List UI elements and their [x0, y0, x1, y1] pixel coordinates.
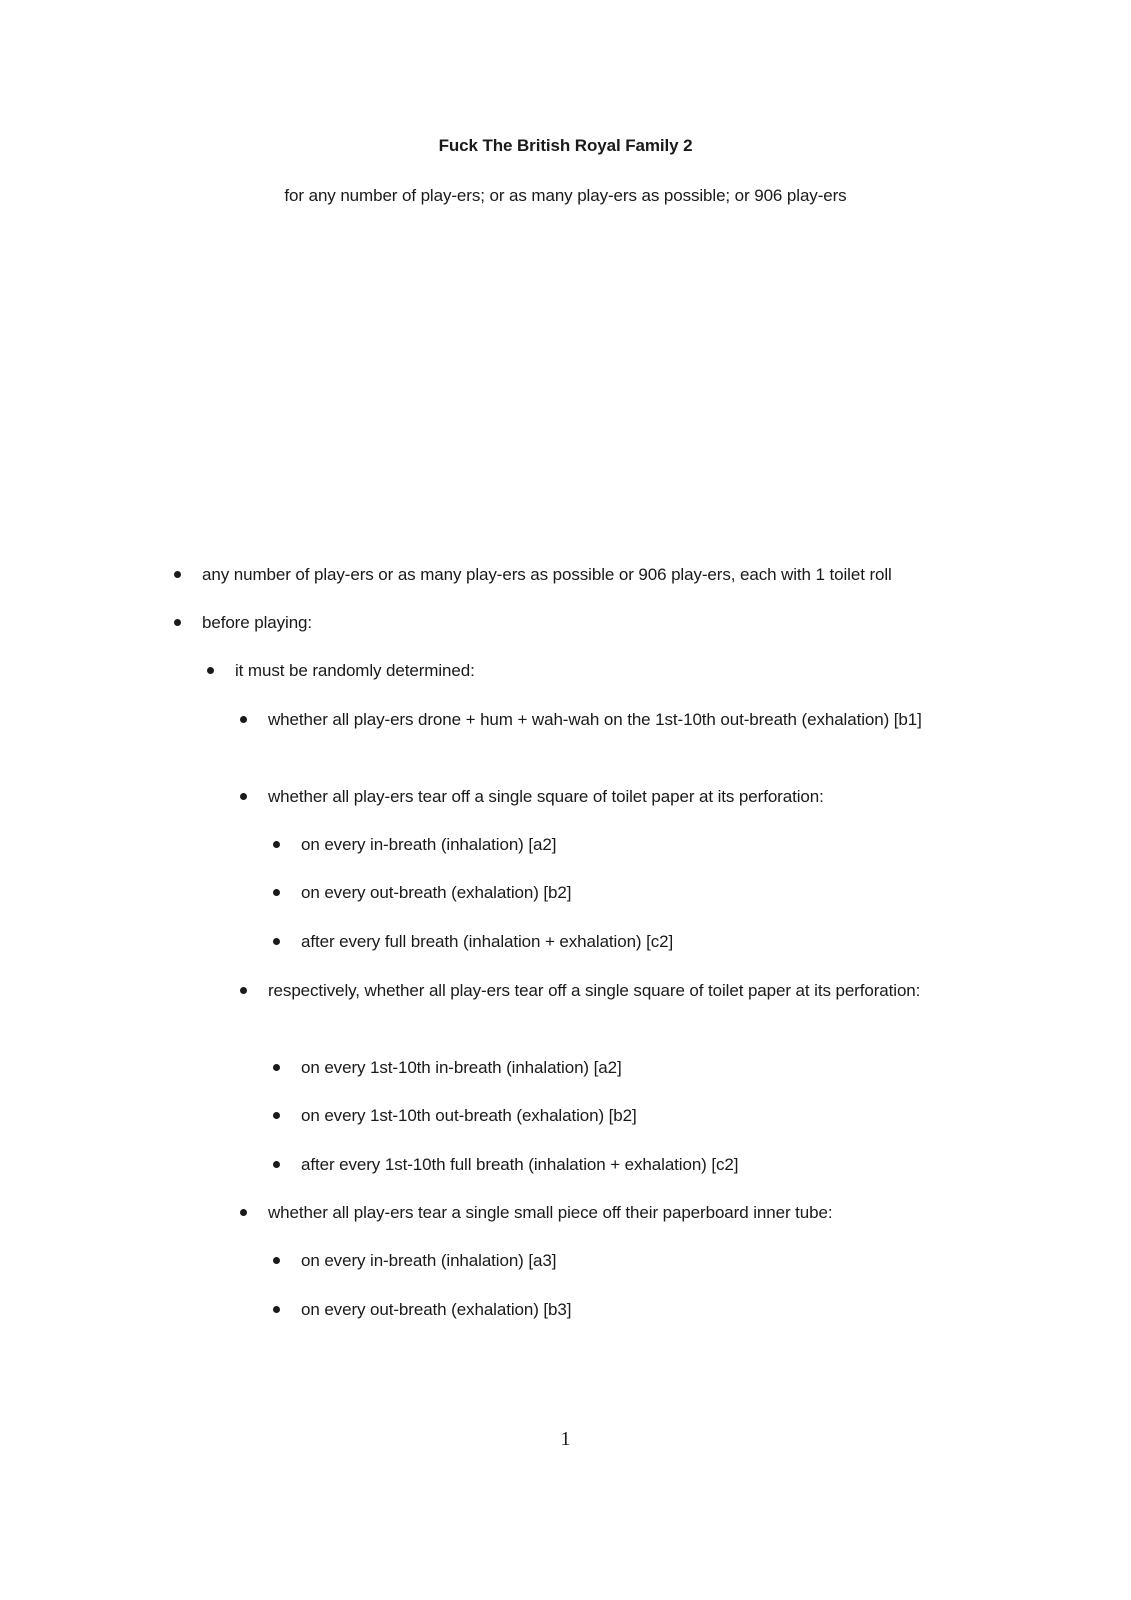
list-item-text: on every 1st-10th in-breath (inhalation) [a2] — [301, 1058, 622, 1077]
list-item-text: after every full breath (inhalation + exhalation) [c2] — [301, 932, 674, 951]
list-item-text: whether all play-ers tear off a single square of toilet paper at its perforation: — [268, 787, 824, 806]
bullet-icon — [273, 1064, 280, 1071]
bullet-icon — [273, 1161, 280, 1168]
bullet-icon — [273, 841, 280, 848]
list-item — [240, 976, 940, 1005]
list-item-text: on every out-breath (exhalation) [b2] — [301, 883, 572, 902]
bullet-icon — [240, 987, 247, 994]
page-number: 1 — [560, 1428, 571, 1450]
bullet-icon — [273, 1306, 280, 1313]
list-item-text: before playing: — [202, 613, 313, 632]
list-item-text: on every 1st-10th out-breath (exhalation) [b2] — [301, 1106, 637, 1125]
bullet-icon — [207, 667, 214, 674]
list-item — [240, 1198, 980, 1227]
list-item — [174, 608, 994, 637]
list-item — [273, 1101, 973, 1130]
bullet-icon — [273, 1257, 280, 1264]
list-item — [273, 1246, 973, 1275]
list-item-text: it must be randomly determined: — [235, 661, 475, 680]
list-item — [240, 705, 980, 734]
bullet-icon — [240, 1209, 247, 1216]
list-item-text: on every out-breath (exhalation) [b3] — [301, 1300, 572, 1319]
list-item — [273, 1295, 973, 1324]
bullet-icon — [273, 938, 280, 945]
list-item-text: respectively, whether all play-ers tear off a single square of toilet paper at its perforation: — [268, 981, 921, 1000]
bullet-icon — [174, 619, 181, 626]
bullet-icon — [240, 793, 247, 800]
bullet-icon — [273, 889, 280, 896]
bullet-icon — [273, 1112, 280, 1119]
list-item-text: whether all play-ers tear a single small piece off their paperboard inner tube: — [268, 1203, 833, 1222]
list-item — [207, 656, 987, 685]
list-item — [273, 830, 973, 859]
list-item-text: on every in-breath (inhalation) [a2] — [301, 835, 557, 854]
document-title: Fuck The British Royal Family 2 — [438, 136, 693, 155]
list-item — [273, 1150, 973, 1179]
list-item — [174, 560, 994, 589]
bullet-icon — [174, 571, 181, 578]
bullet-icon — [240, 716, 247, 723]
list-item-text: on every in-breath (inhalation) [a3] — [301, 1251, 557, 1270]
document-subtitle: for any number of play-ers; or as many play-ers as possible; or 906 play-ers — [284, 186, 847, 205]
list-item — [240, 782, 980, 811]
list-item — [273, 1053, 973, 1082]
list-item — [273, 878, 973, 907]
list-item-text: whether all play-ers drone + hum + wah-wah on the 1st-10th out-breath (exhalation) [b1] — [268, 710, 922, 729]
list-item — [273, 927, 973, 956]
list-item-text: after every 1st-10th full breath (inhalation + exhalation) [c2] — [301, 1155, 739, 1174]
list-item-text: any number of play-ers or as many play-ers as possible or 906 play-ers, each with 1 toilet roll — [202, 565, 892, 584]
